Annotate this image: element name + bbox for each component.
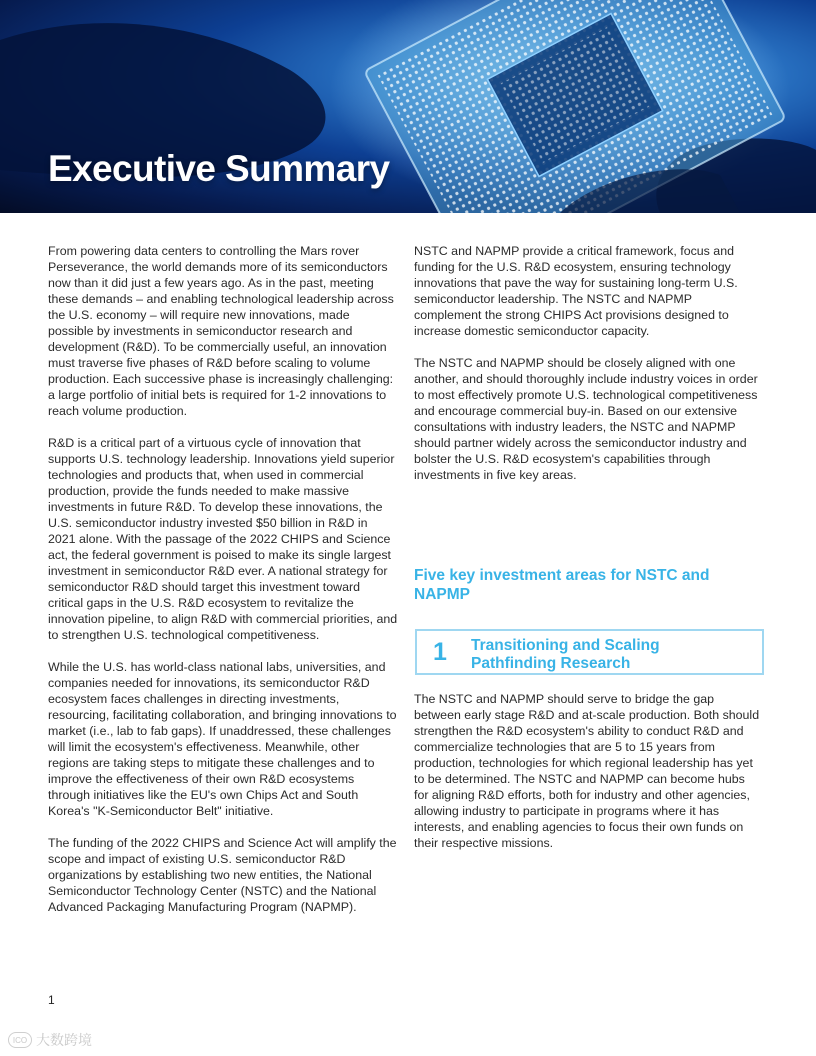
- investment-area-number: 1: [433, 638, 447, 666]
- paragraph: The funding of the 2022 CHIPS and Science Act will amplify the scope and impact of existing U.S. semiconductor R&D organizations by establishing two new entities, the National Semiconductor Technology Center (NSTC) and the National Advanced Packaging Manufacturing Program (NAPMP).: [48, 836, 397, 914]
- investment-area-box: [415, 629, 764, 675]
- watermark: [8, 1030, 92, 1050]
- paragraph: The NSTC and NAPMP should serve to bridge the gap between early stage R&D and at-scale production. Both should strengthen the R&D ecosystem's ability to conduct R&D and commercialize technologies that are 5 to 15 years from production, technologies for which regional leadership has yet to be determined. The NSTC and NAPMP can become hubs for aligning R&D efforts, both for industry and other agencies, allowing industry to participate in programs where it has interests, and enabling agencies to focus their own funds on their respective missions.: [414, 692, 760, 850]
- left-column: [48, 243, 398, 931]
- watermark-logo-icon: ICO: [8, 1032, 32, 1048]
- section-heading: Five key investment areas for NSTC and NAPMP: [414, 567, 710, 603]
- page-number: 1: [48, 993, 55, 1007]
- page-title: Executive Summary: [48, 148, 390, 189]
- hero-banner: [0, 0, 816, 213]
- paragraph: From powering data centers to controlling the Mars rover Perseverance, the world demands more of its semiconductors now than it did just a few years ago. As in the past, meeting these demands – and enabling technological leadership across the U.S. economy – will require new innovations, made possible by investments in semiconductor research and development (R&D). To be commercially useful, an innovation must traverse five phases of R&D before scaling to volume production. Each successive phase is increasingly challenging: a large portfolio of initial bets is required for 1-2 innovations to reach volume production.: [48, 244, 394, 418]
- paragraph: R&D is a critical part of a virtuous cycle of innovation that supports U.S. technology leadership. Innovations yield superior technologies and products that, when used in commercial production, provide the funds needed to make massive investments in future R&D. To develop these innovations, the U.S. semiconductor industry invested $50 billion in R&D in 2021 alone. With the passage of the 2022 CHIPS and Science act, the federal government is poised to make its single largest investment in semiconductor R&D ever. A national strategy for semiconductor R&D should target this investment toward critical gaps in the U.S. R&D ecosystem to revitalize the innovation pipeline, to align R&D with commercial priorities, and to strengthen U.S. technological competitiveness.: [48, 436, 398, 642]
- paragraph: While the U.S. has world-class national labs, universities, and companies needed for innovations, its semiconductor R&D ecosystem faces challenges in directing investments, resourcing, facilitating collaboration, and bringing innovations to market (i.e., lab to fab gaps). If unaddressed, these challenges will limit the ecosystem's effectiveness. Meanwhile, other regions are taking steps to mitigate these challenges and to improve the effectiveness of their own R&D ecosystems through initiatives like the EU's own Chips Act and South Korea's "K-Semiconductor Belt" initiative.: [48, 660, 397, 818]
- investment-area-description: [414, 691, 762, 867]
- investment-area-title: Transitioning and Scaling Pathfinding Research: [471, 637, 660, 672]
- right-column: [414, 243, 759, 499]
- watermark-text: 大数跨境: [36, 1032, 92, 1048]
- paragraph: The NSTC and NAPMP should be closely aligned with one another, and should thoroughly include industry voices in order to most effectively promote U.S. technological competitiveness and encourage commercial buy-in. Based on our extensive consultations with industry leaders, the NSTC and NAPMP should partner widely across the semiconductor industry and bolster the U.S. R&D ecosystem's capabilities through investments in five key areas.: [414, 356, 758, 482]
- paragraph: NSTC and NAPMP provide a critical framework, focus and funding for the U.S. R&D ecosystem, ensuring technology innovations that pave the way for sustaining long-term U.S. semiconductor leadership. The NSTC and NAPMP complement the strong CHIPS Act provisions designed to increase domestic semiconductor capacity.: [414, 244, 738, 338]
